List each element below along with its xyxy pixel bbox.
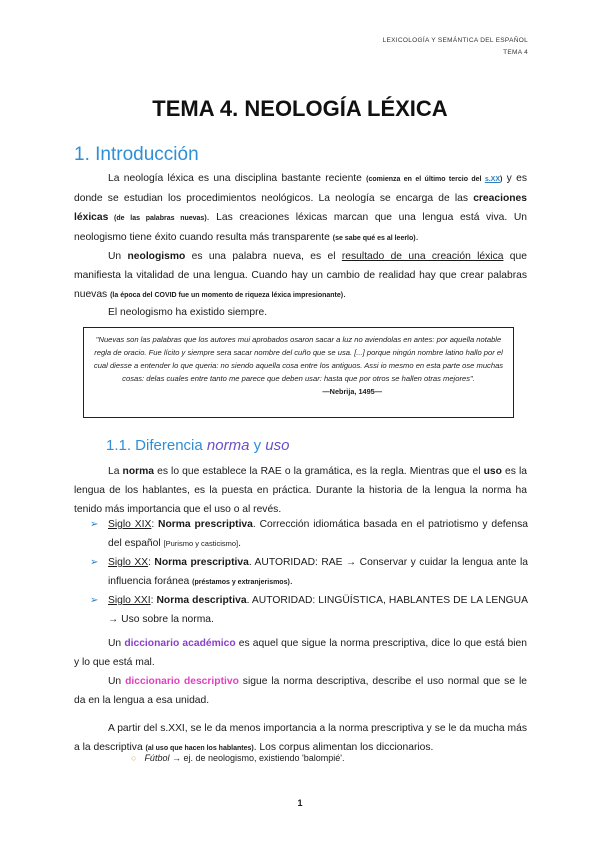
quote-author: —Nebrija, 1495—	[322, 387, 382, 396]
paragraph-intro-2: Un neologismo es una palabra nueva, es el resultado de una creación léxica que manifiesta la vitalidad de una lengua. Cuando hay un cambio de realidad hay que crear palabras nuevas (la época del COVID fue un momento de riqueza léxica impresionante).	[74, 251, 527, 300]
paragraph-diccionario-academico: Un diccionario académico es aquel que sigue la norma prescriptiva, dice lo que está bien y lo que está mal.	[74, 638, 527, 668]
list-item-siglo-xix: ➢ Siglo XIX: Norma prescriptiva. Corrección idiomática basada en el patriotismo y defensa del español [Purismo y casticismo].	[90, 515, 528, 553]
paragraph-norma-uso: La norma es lo que establece la RAE o la gramática, es la regla. Mientras que el uso es la lengua de los hablantes, es la puesta en práctica. Durante la historia de la lengua la norma ha tenido más importancia que el uso o al revés.	[74, 466, 527, 515]
list-item-siglo-xx: ➢ Siglo XX: Norma prescriptiva. AUTORIDAD: RAE → Conservar y cuidar la lengua ante la influencia foránea (préstamos y extranjerismos).	[90, 553, 528, 592]
list-item-siglo-xxi: ➢ Siglo XXI: Norma descriptiva. AUTORIDAD: LINGÜÍSTICA, HABLANTES DE LA LENGUA → Uso sobre la norma.	[90, 591, 528, 629]
paragraph-diccionario-descriptivo: Un diccionario descriptivo sigue la norma descriptiva, describe el uso normal que se le da en la lengua a esa unidad.	[74, 676, 527, 706]
page-number: 1	[297, 798, 303, 808]
arrow-bullet-icon: ➢	[90, 595, 99, 606]
arrow-bullet-icon: ➢	[90, 519, 99, 530]
section-heading-introduccion: 1. Introducción	[74, 144, 199, 165]
section-heading-norma-uso: 1.1. Diferencia norma y uso	[106, 437, 290, 454]
arrow-bullet-icon: ➢	[90, 557, 99, 568]
paragraph-siglo-xxi: A partir del s.XXI, se le da menos importancia a la norma prescriptiva y se le da mucha más a la descriptiva (al uso que hacen los hablantes). Los corpus alimentan los diccionarios.	[74, 723, 527, 753]
header-course: LEXICOLOGÍA Y SEMÁNTICA DEL ESPAÑOL	[382, 37, 528, 44]
sub-item-futbol: ○ Fútbol → ej. de neologismo, existiendo 'balompié'.	[131, 753, 345, 763]
paragraph-intro-1: La neología léxica es una disciplina bastante reciente (comienza en el último tercio del s.XX) y es donde se estudian los procedimientos neológicos. La neología se encarga de las creaciones léxicas (de las palabras nuevas). Las creaciones léxicas marcan que una lengua está viva. Un neologismo tiene éxito cuando resulta más transparente (se sabe qué es al leerlo).	[74, 173, 527, 243]
page-title: TEMA 4. NEOLOGÍA LÉXICA	[152, 96, 448, 121]
header-unit: TEMA 4	[503, 49, 528, 56]
link-s-xx[interactable]: s.XX	[484, 176, 501, 183]
paragraph-intro-3: El neologismo ha existido siempre.	[108, 307, 268, 318]
quote-box	[83, 327, 514, 418]
circle-bullet-icon: ○	[131, 753, 137, 763]
quote-text: "Nuevas son las palabras que los autores mui aprobados osaron sacar a luz no aviendolas en antes: por aquella notable regla de oracio. Fue lícito y siempre sera sacar nombre del cuño que se usa. [...] porque ningún nombre latino hallo por el cual diesse a entender lo que queria: no siendo aquella cosa entre los antiguos. Assi io mesmo en esta parte ose muchas cosas: delas cuales entre tanto me parece que deben usar: hasta que por otros se hallen otras mejores".	[93, 335, 504, 383]
